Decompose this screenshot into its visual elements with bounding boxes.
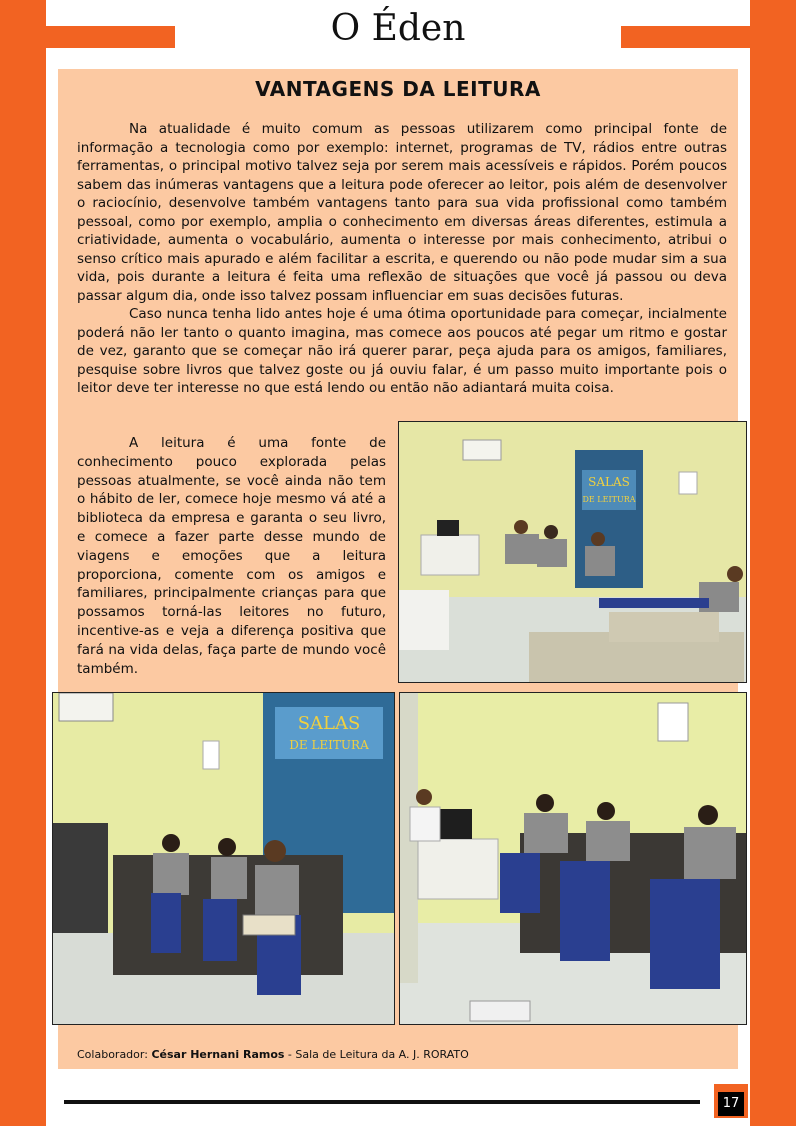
left-orange-border bbox=[0, 0, 46, 1126]
contributor-credit bbox=[77, 1048, 469, 1061]
page-number: 17 bbox=[718, 1092, 744, 1116]
magazine-title: O Éden bbox=[330, 8, 466, 49]
footer-rule bbox=[64, 1100, 700, 1104]
paragraph-1: Na atualidade é muito comum as pessoas utilizarem como principal fonte de informação a tecnologia como por exemplo: internet, programas de TV, rádios entre outras ferramentas, o principal motivo talvez seja por serem mais acessíveis e rápidos. Porém poucos sabem das inúmeras vantagens que a leitura pode oferecer ao leitor, pois além de desenvolver o raciocínio, desenvolve também vantagens tanto para sua vida profissional como também pessoal, como por exemplo, amplia o conhecimento em diversas áreas diferentes, estimula a criatividade, aumenta o vocabulário, aumenta o interesse por mais conhecimento, atribui o senso crítico mais apurado e além facilitar a escrita, e querendo ou não pode mudar sim a sua vida, pois durante a leitura é feita uma reflexão de situações que você já passou ou deva passar algum dia, onde isso talvez possam influenciar em suas decisões futuras. bbox=[77, 121, 727, 304]
photo-readers-men bbox=[399, 692, 747, 1025]
paragraph-3: A leitura é uma fonte de conhecimento pouco explorada pelas pessoas atualmente, se você ainda não tem o hábito de ler, comece hoje mesmo vá até a biblioteca da empresa e garanta o seu livro, e comece a fazer parte desse mundo de viagens e emoções que a leitura proporciona, comente com os amigos e familiares, principalmente crianças para que possamos torná-las leitores no futuro, incentive-as e veja a diferença positiva que fará na vida delas, faça parte de mundo você também. bbox=[77, 435, 386, 677]
article-body bbox=[77, 120, 727, 398]
banner-text-2: DE LEITURA bbox=[582, 495, 636, 504]
credit-rest: - Sala de Leitura da A. J. RORATO bbox=[284, 1048, 469, 1061]
banner-text-1: SALAS bbox=[588, 475, 630, 489]
banner-text-4: DE LEITURA bbox=[289, 738, 369, 752]
paragraph-2: Caso nunca tenha lido antes hoje é uma ótima oportunidade para começar, incialmente poderá não ler tanto o quanto imagina, mas comece aos poucos até pegar um ritmo e gostar de vez, garanto que se começar não irá querer parar, peça ajuda para os amigos, familiares, pesquise sobre livros que talvez goste ou já ouviu falar, é um passo muito importante pois o leitor deve ter interesse no que está lendo ou então não adiantará muita coisa. bbox=[77, 306, 727, 396]
right-orange-border bbox=[750, 0, 796, 1126]
credit-label: Colaborador: bbox=[77, 1048, 148, 1061]
header-bar-left bbox=[0, 26, 175, 48]
article-title: VANTAGENS DA LEITURA bbox=[255, 77, 541, 101]
credit-name: César Hernani Ramos bbox=[151, 1048, 285, 1061]
header-bar-right bbox=[621, 26, 796, 48]
photo-reading-room-wide bbox=[398, 421, 747, 683]
banner-text-3: SALAS bbox=[297, 713, 361, 734]
photo-readers-women bbox=[52, 692, 395, 1025]
